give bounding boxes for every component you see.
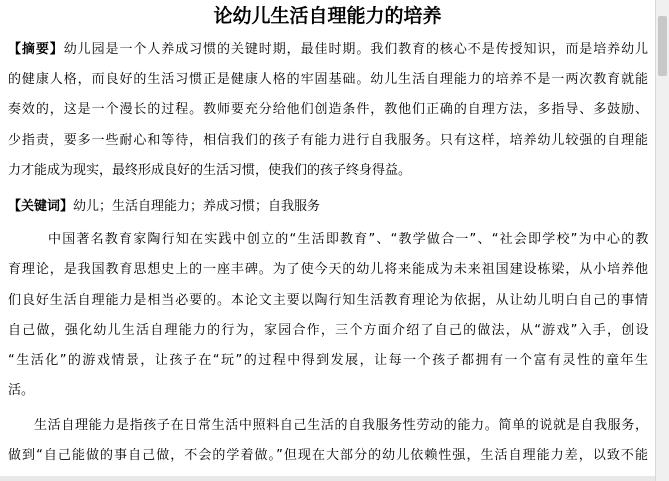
keywords-label: 【关键词】 [8, 199, 74, 214]
abstract-line-5: 力才能成为现实，最终形成良好的生活习惯，使我们的孩子终身得益。 [8, 163, 412, 178]
para1-line-1: 中国著名教育家陶行知在实践中创立的“生活即教育”、“教学做合一”、“社会即学校”为中心的教 [48, 232, 650, 247]
abstract-line-1 [8, 40, 649, 60]
abstract-text-1: 幼儿园是一个人养成习惯的关键时期，最佳时期。我们教育的核心不是传授知识，而是培养幼儿 [63, 42, 649, 57]
page-bottom-edge [0, 476, 655, 481]
para1-line-6: 活。 [8, 383, 35, 398]
para1-line-2: 育理论，是我国教育思想史上的一座丰碑。为了使今天的幼儿将来能成为未来祖国建设栋梁，从小培养他 [8, 262, 649, 277]
para2-line-1: 生活自理能力是指孩子在日常生活中照料自己生活的自我服务性劳动的能力。简单的说就是自我服务， [34, 418, 649, 433]
keywords-text: 幼儿；生活自理能力；养成习惯；自我服务 [73, 199, 321, 214]
abstract-label: 【摘要】 [8, 42, 64, 57]
abstract-line-4: 少指责，要多一些耐心和等待，相信我们的孩子有能力进行自我服务。只有这样，培养幼儿较强的自理能 [8, 133, 649, 148]
abstract-line-3: 奏效的，这是一个漫长的过程。教师要充分给他们创造条件，教他们正确的自理方法，多指导、多鼓励、 [8, 102, 649, 117]
scrollbar-thumb[interactable] [658, 16, 667, 76]
document-title: 论幼儿生活自理能力的培养 [213, 5, 442, 27]
vertical-scrollbar[interactable] [655, 0, 669, 481]
keywords-line [8, 197, 320, 217]
para1-line-4: 自己做，强化幼儿生活自理能力的行为，家园合作，三个方面介绍了自己的做法，从“游戏”入手，创设 [8, 323, 650, 338]
para2-line-2: 做到“自己能做的事自己做，不会的学着做。”但现在大部分的幼儿依赖性强，生活自理能力差，以致不能 [8, 448, 650, 463]
abstract-line-2: 的健康人格，而良好的生活习惯正是健康人格的牢固基础。幼儿生活自理能力的培养不是一两次教育就能 [8, 72, 649, 87]
para1-line-5: “生活化”的游戏情景，让孩子在“玩”的过程中得到发展，让每一个孩子都拥有一个富有灵性的童年生 [8, 353, 650, 368]
para1-line-3: 们良好生活自理能力是相当必要的。本论文主要以陶行知生活教育理论为依据，从让幼儿明白自己的事情 [8, 293, 649, 308]
